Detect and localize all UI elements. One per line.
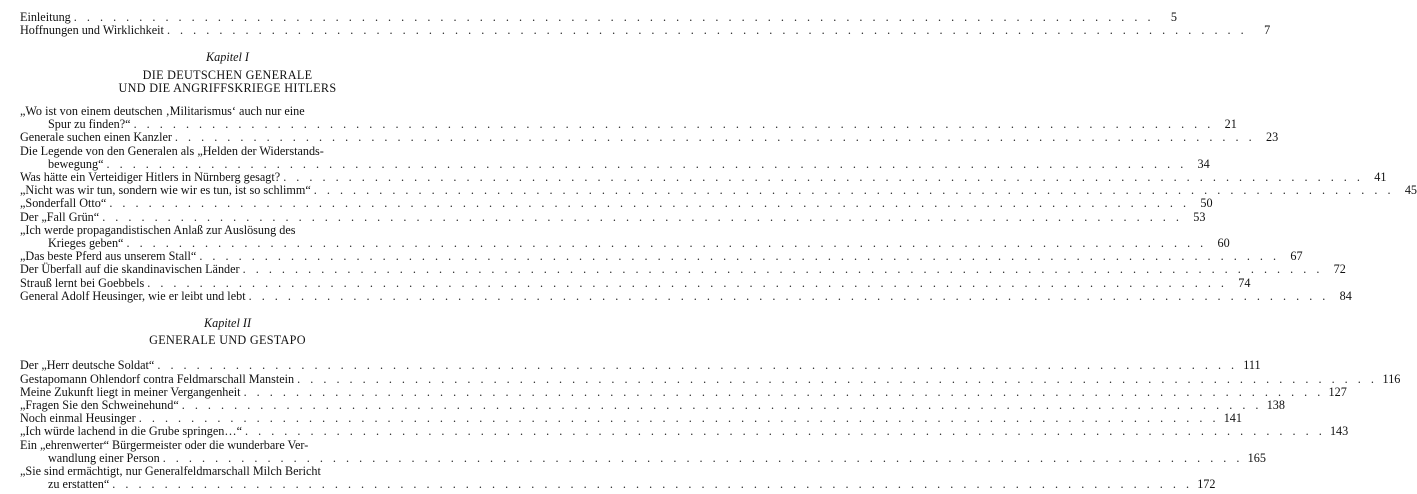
chapter-title: DIE DEUTSCHEN GENERALE [142, 67, 313, 82]
toc-page-number: 41 [1374, 170, 1387, 185]
chapter-title: UND DIE ANGRIFFSKRIEGE HITLERS [118, 80, 337, 95]
toc-entry-title: Der „Herr deutsche Soldat“ [20, 358, 155, 373]
leader-dots [297, 373, 1377, 386]
leader-dots [147, 277, 1227, 290]
toc-entry-title: Der „Fall Grün“ [20, 209, 100, 224]
toc-page-number: 50 [1200, 196, 1213, 211]
toc-entry [20, 130, 1279, 145]
leader-dots [102, 211, 1182, 224]
toc-page-number: 141 [1223, 411, 1242, 426]
toc-page-number: 127 [1328, 384, 1347, 399]
toc-entry-title: Meine Zukunft liegt in meiner Vergangenheit [20, 384, 241, 399]
toc-entry-title: Gestapomann Ohlendorf contra Feldmarschall Manstein [20, 371, 295, 386]
toc-entry-title: „Fragen Sie den Schweinehund“ [20, 398, 179, 413]
toc-entry-title: „Sonderfall Otto“ [20, 196, 107, 211]
toc-entry-title: Der Überfall auf die skandinavischen Länder [20, 262, 240, 277]
leader-dots [243, 263, 1323, 276]
toc-entry-title: „Nicht was wir tun, sondern wie wir es tun, ist so schlimm“ [20, 183, 311, 198]
toc-entry [20, 358, 1261, 373]
toc-page-number: 74 [1238, 275, 1251, 290]
chapter-title: GENERALE UND GESTAPO [149, 333, 306, 348]
toc-entry-title: „Das beste Pferd aus unserem Stall“ [20, 249, 197, 264]
toc-page-number: 45 [1404, 183, 1417, 198]
toc-entry [20, 196, 1213, 211]
toc-page-number: 111 [1243, 358, 1261, 373]
toc-page-number: 84 [1339, 288, 1352, 303]
toc-page-number: 21 [1224, 117, 1237, 132]
toc-entry-continuation: bewegung“ [48, 156, 104, 171]
toc-page-number: 23 [1265, 130, 1279, 145]
toc-entry-continuation: Krieges geben“ [48, 236, 124, 251]
toc-entry [20, 23, 1271, 38]
toc-entry [20, 464, 1216, 492]
toc-entry-title: Ein „ehrenwerter“ Bürgermeister oder die wunderbare Ver- [20, 437, 309, 452]
toc-entry [20, 275, 1251, 290]
toc-entry [20, 143, 1210, 171]
leader-dots [163, 452, 1243, 465]
leader-dots [175, 131, 1255, 144]
toc-entry-continuation: Spur zu finden?“ [48, 117, 131, 132]
toc-page-number: 165 [1247, 450, 1266, 465]
toc-page-number: 72 [1333, 262, 1346, 277]
toc-entry-continuation: zu erstatten“ [48, 477, 110, 492]
toc-entry-title: Hoffnungen und Wirklichkeit [20, 23, 164, 38]
toc-page-number: 7 [1264, 23, 1271, 38]
toc-entry-title: „Wo ist von einem deutschen ‚Militarismus‘ auch nur eine [20, 104, 305, 119]
toc-entry-continuation: wandlung einer Person [48, 450, 160, 465]
toc-page-number: 67 [1290, 249, 1303, 264]
toc-entry-title: Einleitung [20, 10, 71, 24]
toc-page-number: 34 [1197, 156, 1210, 171]
toc-entry [20, 209, 1206, 224]
toc-entry [20, 222, 1230, 251]
toc-entry [20, 424, 1349, 439]
toc-entry-title: Was hätte ein Verteidiger Hitlers in Nürnberg gesagt? [20, 170, 281, 185]
toc-page-number: 116 [1382, 371, 1401, 386]
toc-entry-title: „Sie sind ermächtigt, nur Generalfeldmarschall Milch Bericht [20, 464, 321, 479]
toc-entry [20, 437, 1266, 465]
toc-entry-title: Die Legende von den Generalen als „Helden der Widerstands- [20, 143, 324, 158]
toc-page-number: 138 [1266, 398, 1285, 413]
leader-dots [245, 425, 1325, 438]
toc-entry [20, 288, 1352, 303]
toc-page-number: 5 [1170, 10, 1178, 24]
leader-dots [109, 197, 1189, 210]
toc-entry-title: General Adolf Heusinger, wie er leibt und lebt [20, 288, 246, 303]
leader-dots [249, 290, 1329, 303]
toc-page-number: 60 [1217, 236, 1230, 251]
chapter-label: Kapitel II [203, 316, 252, 331]
toc-entry-title: Noch einmal Heusinger [20, 411, 136, 426]
toc-entry [20, 371, 1401, 386]
toc-entry-title: „Ich werde propagandistischen Anlaß zur Auslösung des [20, 222, 296, 237]
toc-entry-title: „Ich würde lachend in die Grube springen…“ [20, 424, 242, 439]
leader-dots [167, 24, 1247, 37]
leader-dots [112, 478, 1192, 491]
chapter-label: Kapitel I [206, 50, 249, 65]
toc-entry-title: Generale suchen einen Kanzler [20, 130, 172, 145]
toc-page-number: 143 [1329, 424, 1349, 439]
toc-entry [20, 104, 1237, 132]
toc-page-number: 53 [1193, 209, 1206, 224]
toc-entry-title: Strauß lernt bei Goebbels [20, 275, 145, 290]
leader-dots [157, 359, 1237, 372]
toc-entry [20, 262, 1346, 277]
toc-page-number: 172 [1197, 477, 1216, 492]
